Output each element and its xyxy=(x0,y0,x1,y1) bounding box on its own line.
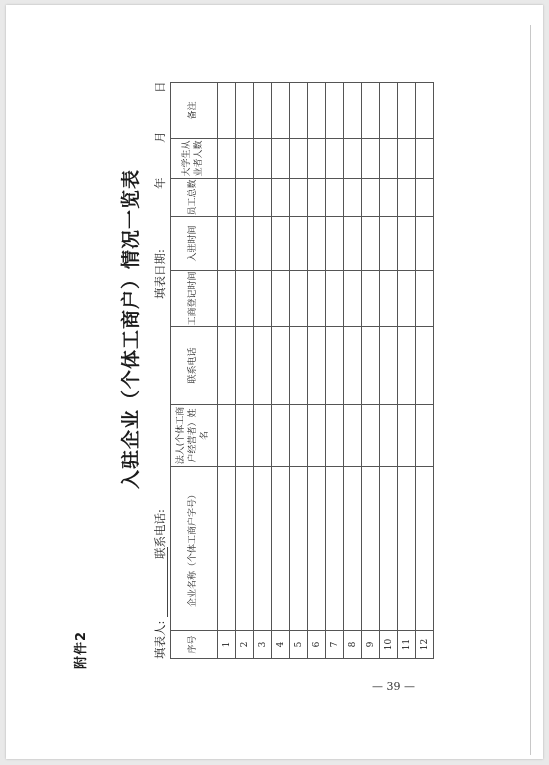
row-number-cell: 12 xyxy=(416,631,434,659)
table-cell xyxy=(272,83,290,139)
table-cell xyxy=(218,271,236,327)
table-cell xyxy=(290,405,308,467)
row-number-cell: 3 xyxy=(254,631,272,659)
table-cell xyxy=(398,271,416,327)
table-cell xyxy=(254,467,272,631)
table-cell xyxy=(290,179,308,217)
table-cell xyxy=(398,467,416,631)
table-cell xyxy=(344,271,362,327)
header-cell: 入驻时间 xyxy=(171,217,218,271)
table-cell xyxy=(272,139,290,179)
table-cell xyxy=(236,327,254,405)
table-cell xyxy=(416,327,434,405)
row-number-cell: 8 xyxy=(344,631,362,659)
header-cell: 大学生从业者人数 xyxy=(171,139,218,179)
table-cell xyxy=(398,83,416,139)
table-cell xyxy=(272,467,290,631)
table-cell xyxy=(362,139,380,179)
table-cell xyxy=(290,83,308,139)
table-cell xyxy=(308,327,326,405)
table-cell xyxy=(254,327,272,405)
table-cell xyxy=(218,83,236,139)
row-number-cell: 4 xyxy=(272,631,290,659)
table-cell xyxy=(254,83,272,139)
table-cell xyxy=(344,327,362,405)
table-cell xyxy=(398,405,416,467)
table-cell xyxy=(236,179,254,217)
table-row xyxy=(290,83,308,659)
table-row xyxy=(218,83,236,659)
table-cell xyxy=(344,139,362,179)
table-cell xyxy=(236,83,254,139)
row-number-cell: 10 xyxy=(380,631,398,659)
table-cell xyxy=(416,217,434,271)
table-cell xyxy=(236,405,254,467)
table-cell xyxy=(326,271,344,327)
table-row xyxy=(326,83,344,659)
phone-field xyxy=(152,509,168,559)
table-cell xyxy=(416,179,434,217)
table-cell xyxy=(380,327,398,405)
table-cell xyxy=(272,327,290,405)
table-cell xyxy=(236,467,254,631)
table-cell xyxy=(218,139,236,179)
table-row xyxy=(308,83,326,659)
table-cell xyxy=(380,271,398,327)
table-cell xyxy=(272,271,290,327)
table-cell xyxy=(254,405,272,467)
header-cell: 序号 xyxy=(171,631,218,659)
document-title: 入驻企业（个体工商户）情况一览表 xyxy=(120,169,142,490)
table-cell xyxy=(272,217,290,271)
table-cell xyxy=(308,83,326,139)
table-row xyxy=(254,83,272,659)
table-cell xyxy=(326,467,344,631)
table-cell xyxy=(218,327,236,405)
table-header-row xyxy=(171,83,218,659)
filler-label: 填表人: xyxy=(153,620,167,659)
table-cell xyxy=(362,271,380,327)
enterprise-table xyxy=(170,82,434,659)
table-cell xyxy=(326,83,344,139)
header-cell: 员工总数 xyxy=(171,179,218,217)
rotated-content xyxy=(6,5,543,759)
table-cell xyxy=(236,139,254,179)
table-cell xyxy=(254,179,272,217)
table-cell xyxy=(380,83,398,139)
table-cell xyxy=(398,179,416,217)
table-cell xyxy=(290,467,308,631)
table-cell xyxy=(218,405,236,467)
table-cell xyxy=(344,217,362,271)
table-cell xyxy=(416,405,434,467)
table-cell xyxy=(254,271,272,327)
table-cell xyxy=(254,217,272,271)
date-field xyxy=(152,249,168,299)
table-row xyxy=(398,83,416,659)
table-cell xyxy=(398,217,416,271)
table-cell xyxy=(290,217,308,271)
year-label: 年 xyxy=(153,177,167,189)
page-number: — 39 — xyxy=(372,680,415,693)
table-cell xyxy=(290,139,308,179)
table-cell xyxy=(326,217,344,271)
table-cell xyxy=(326,139,344,179)
row-number-cell: 1 xyxy=(218,631,236,659)
table-row xyxy=(380,83,398,659)
table-cell xyxy=(380,179,398,217)
table-cell xyxy=(344,179,362,217)
row-number-cell: 11 xyxy=(398,631,416,659)
row-number-cell: 6 xyxy=(308,631,326,659)
table-cell xyxy=(416,83,434,139)
day-label: 日 xyxy=(153,81,167,93)
table-cell xyxy=(398,139,416,179)
table-cell xyxy=(308,139,326,179)
table-cell xyxy=(326,405,344,467)
row-number-cell: 5 xyxy=(290,631,308,659)
table-cell xyxy=(398,327,416,405)
table-cell xyxy=(308,217,326,271)
table-cell xyxy=(362,217,380,271)
header-cell: 法人(个体工商户经营者）姓名 xyxy=(171,405,218,467)
phone-label: 联系电话: xyxy=(153,509,167,559)
table-cell xyxy=(344,405,362,467)
attachment-label: 附件2 xyxy=(74,630,89,669)
table-cell xyxy=(362,405,380,467)
table-cell xyxy=(308,271,326,327)
table-cell xyxy=(416,467,434,631)
table-cell xyxy=(344,467,362,631)
table-row xyxy=(236,83,254,659)
table-row xyxy=(362,83,380,659)
row-number-cell: 7 xyxy=(326,631,344,659)
month-label: 月 xyxy=(153,131,167,143)
table-cell xyxy=(308,405,326,467)
table-cell xyxy=(290,271,308,327)
table-cell xyxy=(362,467,380,631)
header-cell: 联系电话 xyxy=(171,327,218,405)
table-body xyxy=(218,83,434,659)
filler-field xyxy=(152,547,168,659)
table-cell xyxy=(326,179,344,217)
table-cell xyxy=(218,179,236,217)
table-cell xyxy=(290,327,308,405)
table-cell xyxy=(236,217,254,271)
page-edge-line xyxy=(530,25,531,755)
table-row xyxy=(416,83,434,659)
table-cell xyxy=(380,405,398,467)
document-page xyxy=(6,5,543,759)
table-cell xyxy=(218,217,236,271)
header-cell: 工商登记时间 xyxy=(171,271,218,327)
table-cell xyxy=(362,327,380,405)
table-cell xyxy=(326,327,344,405)
table-cell xyxy=(362,179,380,217)
table-cell xyxy=(308,467,326,631)
header-cell: 备注 xyxy=(171,83,218,139)
table-cell xyxy=(272,405,290,467)
table-cell xyxy=(272,179,290,217)
table-cell xyxy=(416,139,434,179)
row-number-cell: 9 xyxy=(362,631,380,659)
table-cell xyxy=(380,139,398,179)
table-cell xyxy=(362,83,380,139)
table-cell xyxy=(308,179,326,217)
table-cell xyxy=(344,83,362,139)
header-cell: 企业名称（个体工商户字号） xyxy=(171,467,218,631)
row-number-cell: 2 xyxy=(236,631,254,659)
table-cell xyxy=(218,467,236,631)
date-label: 填表日期: xyxy=(153,249,167,299)
table-row xyxy=(344,83,362,659)
table-cell xyxy=(380,217,398,271)
table-cell xyxy=(380,467,398,631)
table-row xyxy=(272,83,290,659)
table-cell xyxy=(416,271,434,327)
table-cell xyxy=(236,271,254,327)
table-cell xyxy=(254,139,272,179)
